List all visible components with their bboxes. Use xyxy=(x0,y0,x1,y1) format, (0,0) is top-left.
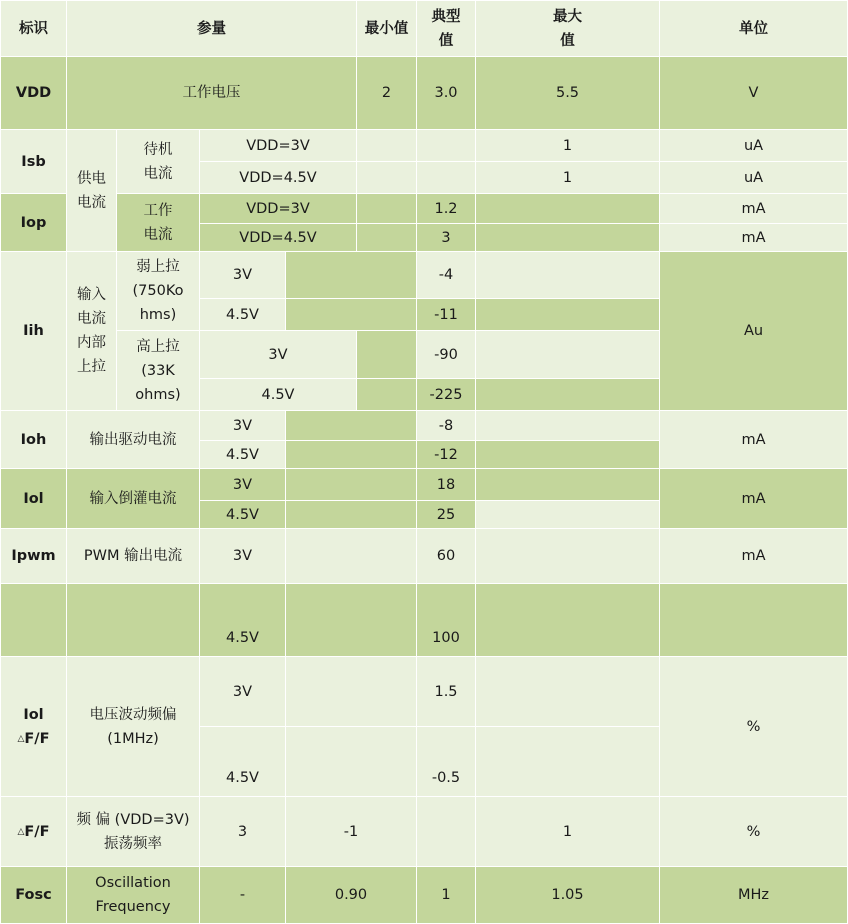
table-row xyxy=(1,469,848,501)
freq-dev-typ-45v: -0.5 xyxy=(417,727,476,797)
iih-max-strong-3v xyxy=(476,331,660,379)
ioh-typ-45v: -12 xyxy=(417,441,476,469)
osc-dev-parameter xyxy=(67,797,200,867)
ioh-parameter: 输出驱动电流 xyxy=(67,411,200,469)
table-row xyxy=(1,529,848,584)
osc-dev-typ xyxy=(417,797,476,867)
isb-cond-45v: VDD=4.5V xyxy=(200,162,357,194)
ioh-vdd-45v: 4.5V xyxy=(200,441,286,469)
strong-line2: (33K xyxy=(141,362,175,379)
freq-dev-min-45v xyxy=(286,727,417,797)
isb-max-45v: 1 xyxy=(476,162,660,194)
ioh-min-45v xyxy=(286,441,417,469)
standby-line2: 电流 xyxy=(143,165,173,182)
iih-typ-weak-3v: -4 xyxy=(417,252,476,299)
iih-min-weak-45v xyxy=(286,299,417,331)
operating-current-label xyxy=(117,194,200,252)
freq-dev-param-line1: 电压波动频偏 xyxy=(89,706,177,723)
iop-max-3v xyxy=(476,194,660,224)
isb-symbol: Isb xyxy=(1,130,67,194)
freq-dev-parameter xyxy=(67,657,200,797)
ipwm-symbol: Ipwm xyxy=(1,529,67,584)
iop-unit-3v: mA xyxy=(660,194,848,224)
operating-line2: 电流 xyxy=(143,226,173,243)
header-min: 最小值 xyxy=(357,1,417,57)
iih-typ-strong-45v: -225 xyxy=(417,379,476,411)
freq-dev-max-3v xyxy=(476,657,660,727)
osc-dev-vdd: 3 xyxy=(200,797,286,867)
vdd-max: 5.5 xyxy=(476,57,660,130)
ioh-max-3v xyxy=(476,411,660,441)
isb-unit-45v: uA xyxy=(660,162,848,194)
osc-dev-symbol-text: F/F xyxy=(24,823,50,840)
vdd-typ: 3.0 xyxy=(417,57,476,130)
pullup-line4: 上拉 xyxy=(77,359,106,375)
fosc-symbol: Fosc xyxy=(1,867,67,924)
isb-max-3v: 1 xyxy=(476,130,660,162)
weak-line2: (750Ko xyxy=(132,283,184,299)
iol-min-3v xyxy=(286,469,417,501)
iol-max-45v xyxy=(476,501,660,529)
iih-unit: Au xyxy=(660,252,848,411)
isb-typ-45v xyxy=(417,162,476,194)
ipwm-max-3v xyxy=(476,529,660,584)
ioh-symbol: Ioh xyxy=(1,411,67,469)
fosc-min: 0.90 xyxy=(286,867,417,924)
isb-typ-3v xyxy=(417,130,476,162)
freq-dev-symbol xyxy=(1,657,67,797)
osc-dev-param-line1: 频 偏 (VDD=3V) xyxy=(76,811,190,828)
ioh-min-3v xyxy=(286,411,417,441)
iol-symbol: Iol xyxy=(1,469,67,529)
pullup-line3: 内部 xyxy=(77,335,106,351)
freq-dev-vdd-3v: 3V xyxy=(200,657,286,727)
iih-min-strong-3v xyxy=(357,331,417,379)
ioh-unit: mA xyxy=(660,411,848,469)
supply-label-line2: 电流 xyxy=(77,194,106,211)
iih-max-weak-45v xyxy=(476,299,660,331)
table-row xyxy=(1,411,848,441)
ipwm-typ-3v: 60 xyxy=(417,529,476,584)
freq-dev-vdd-45v: 4.5V xyxy=(200,727,286,797)
iol-unit: mA xyxy=(660,469,848,529)
header-parameter: 参量 xyxy=(67,1,357,57)
iih-max-strong-45v xyxy=(476,379,660,411)
input-pullup-label xyxy=(67,252,117,411)
freq-dev-typ-3v: 1.5 xyxy=(417,657,476,727)
table-row xyxy=(1,797,848,867)
fosc-param-line1: Oscillation xyxy=(95,875,171,891)
table-row xyxy=(1,657,848,727)
vdd-unit: V xyxy=(660,57,848,130)
iol-min-45v xyxy=(286,501,417,529)
osc-dev-max: 1 xyxy=(476,797,660,867)
freq-dev-max-45v xyxy=(476,727,660,797)
header-symbol: 标识 xyxy=(1,1,67,57)
iih-max-weak-3v xyxy=(476,252,660,299)
standby-line1: 待机 xyxy=(143,141,173,158)
iol-typ-45v: 25 xyxy=(417,501,476,529)
strong-line1: 高上拉 xyxy=(136,338,180,355)
header-typ xyxy=(417,1,476,57)
iop-unit-45v: mA xyxy=(660,224,848,252)
iih-min-weak-3v xyxy=(286,252,417,299)
osc-dev-param-line2: 振荡频率 xyxy=(104,835,162,852)
ipwm-min-45v xyxy=(286,584,417,657)
iih-vdd-strong-3v: 3V xyxy=(200,331,357,379)
osc-dev-min: -1 xyxy=(286,797,417,867)
osc-dev-symbol xyxy=(1,797,67,867)
iop-cond-45v: VDD=4.5V xyxy=(200,224,357,252)
freq-dev-min-3v xyxy=(286,657,417,727)
header-typ-line1: 典型 xyxy=(431,8,461,25)
table-row xyxy=(1,194,848,224)
iop-typ-45v: 3 xyxy=(417,224,476,252)
iop-min-3v xyxy=(357,194,417,224)
freq-dev-symbol-line2: F/F xyxy=(24,730,50,747)
freq-dev-symbol-line1: Iol xyxy=(23,706,44,723)
delta-icon: △ xyxy=(17,733,25,744)
iih-symbol: Iih xyxy=(1,252,67,411)
fosc-parameter xyxy=(67,867,200,924)
fosc-typ: 1 xyxy=(417,867,476,924)
table-row xyxy=(1,130,848,162)
iih-vdd-weak-3v: 3V xyxy=(200,252,286,299)
ioh-typ-3v: -8 xyxy=(417,411,476,441)
ipwm-vdd-3v: 3V xyxy=(200,529,286,584)
vdd-min: 2 xyxy=(357,57,417,130)
iop-symbol: Iop xyxy=(1,194,67,252)
header-typ-line2: 值 xyxy=(438,32,454,49)
fosc-param-line2: Frequency xyxy=(95,899,171,915)
isb-min-45v xyxy=(357,162,417,194)
osc-dev-unit: % xyxy=(660,797,848,867)
table-header-row xyxy=(1,1,848,57)
ipwm-symbol-empty xyxy=(1,584,67,657)
freq-dev-param-line2: (1MHz) xyxy=(107,730,159,747)
iol-vdd-3v: 3V xyxy=(200,469,286,501)
table-row xyxy=(1,584,848,657)
isb-unit-3v: uA xyxy=(660,130,848,162)
iih-vdd-weak-45v: 4.5V xyxy=(200,299,286,331)
ipwm-parameter: PWM 输出电流 xyxy=(67,529,200,584)
iih-min-strong-45v xyxy=(357,379,417,411)
operating-line1: 工作 xyxy=(143,202,173,219)
header-max xyxy=(476,1,660,57)
header-unit: 单位 xyxy=(660,1,848,57)
ipwm-typ-45v: 100 xyxy=(417,584,476,657)
pullup-line1: 输入 xyxy=(77,287,106,303)
iih-vdd-strong-45v: 4.5V xyxy=(200,379,357,411)
fosc-vdd: - xyxy=(200,867,286,924)
ipwm-vdd-45v: 4.5V xyxy=(200,584,286,657)
ipwm-unit-3v: mA xyxy=(660,529,848,584)
iol-typ-3v: 18 xyxy=(417,469,476,501)
weak-pullup-label xyxy=(117,252,200,331)
iih-typ-weak-45v: -11 xyxy=(417,299,476,331)
iop-min-45v xyxy=(357,224,417,252)
table-row xyxy=(1,867,848,924)
supply-label-line1: 供电 xyxy=(77,170,106,187)
header-max-line1: 最大 xyxy=(553,8,582,25)
table-row xyxy=(1,57,848,130)
iih-typ-strong-3v: -90 xyxy=(417,331,476,379)
iop-cond-3v: VDD=3V xyxy=(200,194,357,224)
iop-typ-3v: 1.2 xyxy=(417,194,476,224)
weak-line1: 弱上拉 xyxy=(136,259,180,275)
ioh-max-45v xyxy=(476,441,660,469)
isb-cond-3v: VDD=3V xyxy=(200,130,357,162)
ipwm-max-45v xyxy=(476,584,660,657)
header-max-line2: 值 xyxy=(560,32,575,49)
vdd-parameter: 工作电压 xyxy=(67,57,357,130)
freq-dev-unit: % xyxy=(660,657,848,797)
strong-line3: ohms) xyxy=(135,386,181,403)
isb-min-3v xyxy=(357,130,417,162)
ioh-vdd-3v: 3V xyxy=(200,411,286,441)
pullup-line2: 电流 xyxy=(77,311,106,327)
standby-current-label xyxy=(117,130,200,194)
fosc-unit: MHz xyxy=(660,867,848,924)
ipwm-parameter-empty xyxy=(67,584,200,657)
table-row xyxy=(1,252,848,299)
ipwm-min-3v xyxy=(286,529,417,584)
supply-current-label xyxy=(67,130,117,252)
iol-parameter: 输入倒灌电流 xyxy=(67,469,200,529)
fosc-max: 1.05 xyxy=(476,867,660,924)
delta-icon: △ xyxy=(17,826,25,837)
ipwm-unit-45v xyxy=(660,584,848,657)
weak-line3: hms) xyxy=(139,307,177,323)
vdd-symbol: VDD xyxy=(1,57,67,130)
iol-vdd-45v: 4.5V xyxy=(200,501,286,529)
iop-max-45v xyxy=(476,224,660,252)
iol-max-3v xyxy=(476,469,660,501)
strong-pullup-label xyxy=(117,331,200,411)
